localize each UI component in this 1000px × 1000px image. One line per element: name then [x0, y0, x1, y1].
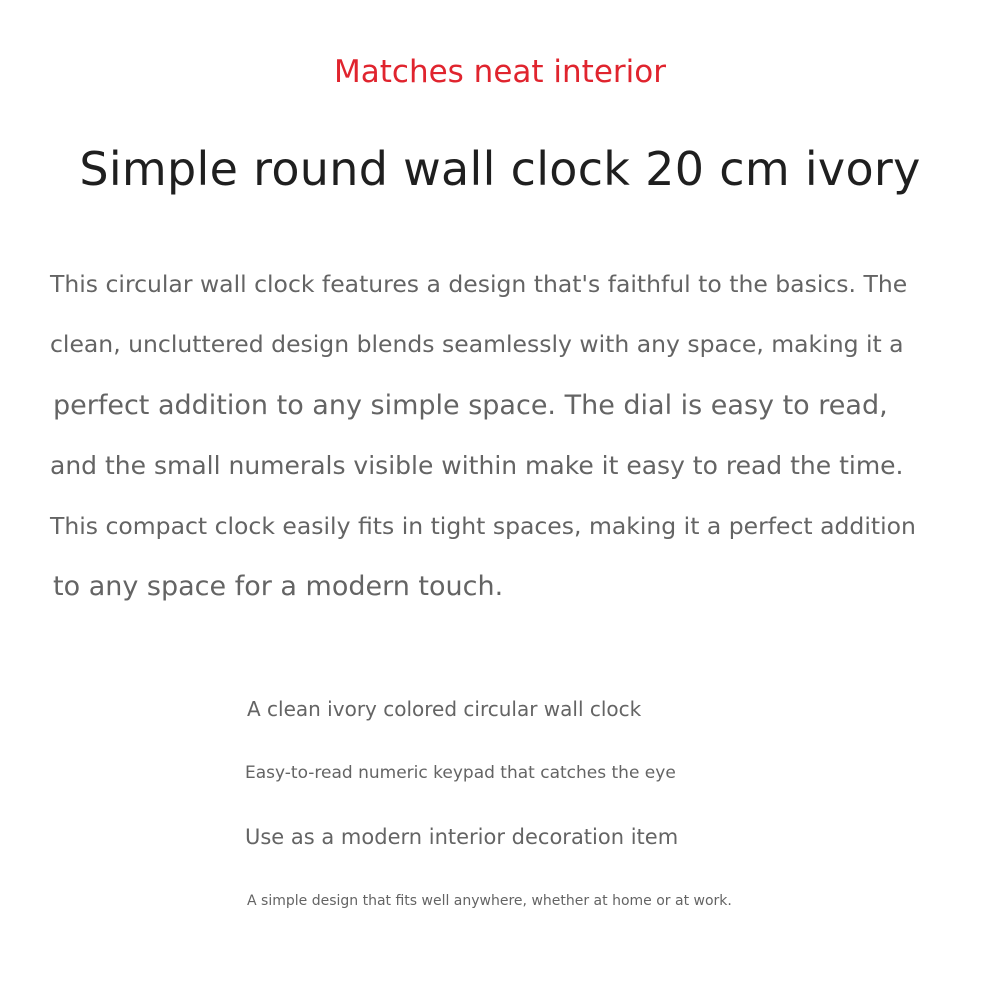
description-line: This compact clock easily fits in tight spaces, making it a perfect addition [50, 512, 916, 540]
description-line: This circular wall clock features a design that's faithful to the basics. The [50, 270, 908, 298]
description-line: and the small numerals visible within make it easy to read the time. [50, 451, 904, 480]
feature-item: A simple design that fits well anywhere, whether at home or at work. [247, 893, 732, 909]
tagline: Matches neat interior [334, 54, 666, 90]
feature-item: Use as a modern interior decoration item [245, 825, 679, 849]
feature-item: Easy-to-read numeric keypad that catches the eye [245, 763, 676, 783]
description-line: perfect addition to any simple space. The dial is easy to read, [53, 390, 888, 421]
description-line: clean, uncluttered design blends seamlessly with any space, making it a [50, 330, 904, 358]
product-title: Simple round wall clock 20 cm ivory [79, 142, 921, 196]
feature-item: A clean ivory colored circular wall clock [247, 697, 642, 721]
description-line: to any space for a modern touch. [53, 571, 504, 602]
